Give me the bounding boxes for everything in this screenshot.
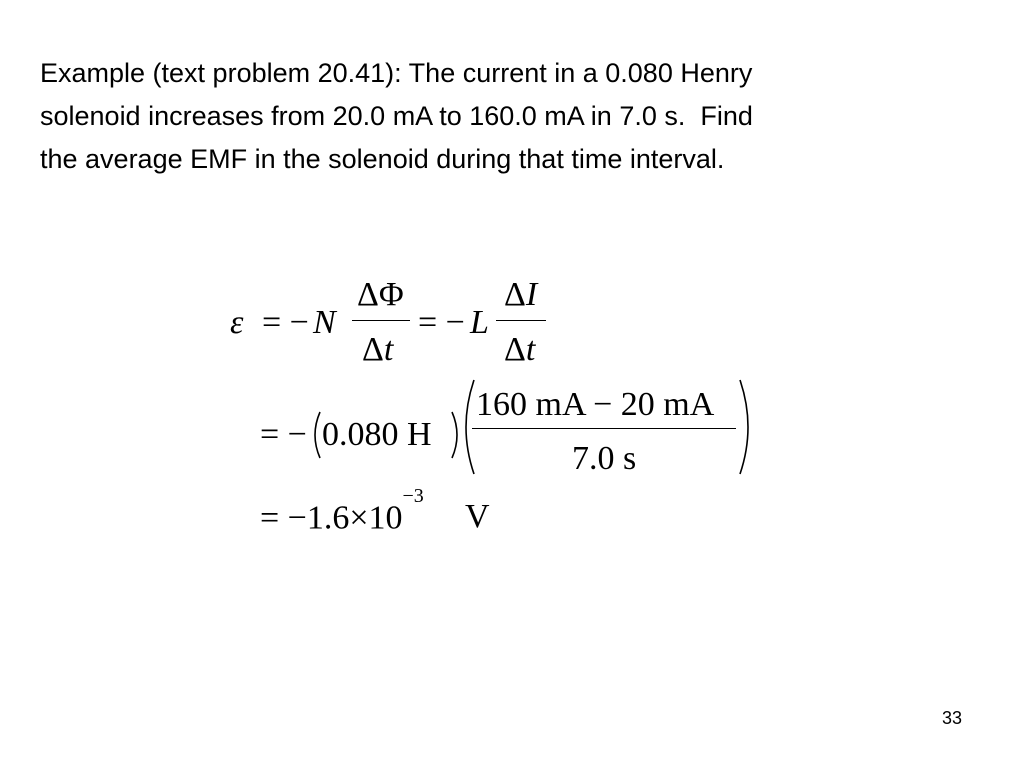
time-change-1: Δt <box>362 331 394 368</box>
inductance-value: 0.080 H <box>322 416 432 453</box>
left-paren-large <box>456 378 478 476</box>
equals-minus-1: = − <box>262 304 309 341</box>
right-paren-large <box>736 378 758 476</box>
page-number: 33 <box>941 708 962 728</box>
equals-minus-2: = − <box>418 304 465 341</box>
current-change: ΔI <box>504 276 538 313</box>
current-difference: 160 mA − 20 mA <box>476 386 715 423</box>
fraction-bar-2 <box>496 320 546 321</box>
time-change-2: Δt <box>504 331 536 368</box>
problem-line-2: solenoid increases from 20.0 mA to 160.0 mA in 7.0 s. Find <box>40 101 753 131</box>
fraction-bar-3 <box>472 428 736 429</box>
time-interval: 7.0 s <box>572 440 637 477</box>
result-unit: V <box>465 498 490 535</box>
equals-minus-3: = − <box>260 416 307 453</box>
result-value: = $-1.6\times 10^{-3}$ <box>260 485 424 537</box>
problem-statement <box>40 52 1000 181</box>
problem-line-3: the average EMF in the solenoid during that time interval. <box>40 144 725 174</box>
problem-line-1: Example (text problem 20.41): The current in a 0.080 Henry <box>40 58 753 88</box>
flux-change: ΔΦ <box>357 276 404 313</box>
turns-symbol: N <box>313 304 336 341</box>
inductance-symbol: L <box>470 304 489 341</box>
emf-symbol: ε <box>230 304 244 341</box>
fraction-bar-1 <box>352 320 410 321</box>
